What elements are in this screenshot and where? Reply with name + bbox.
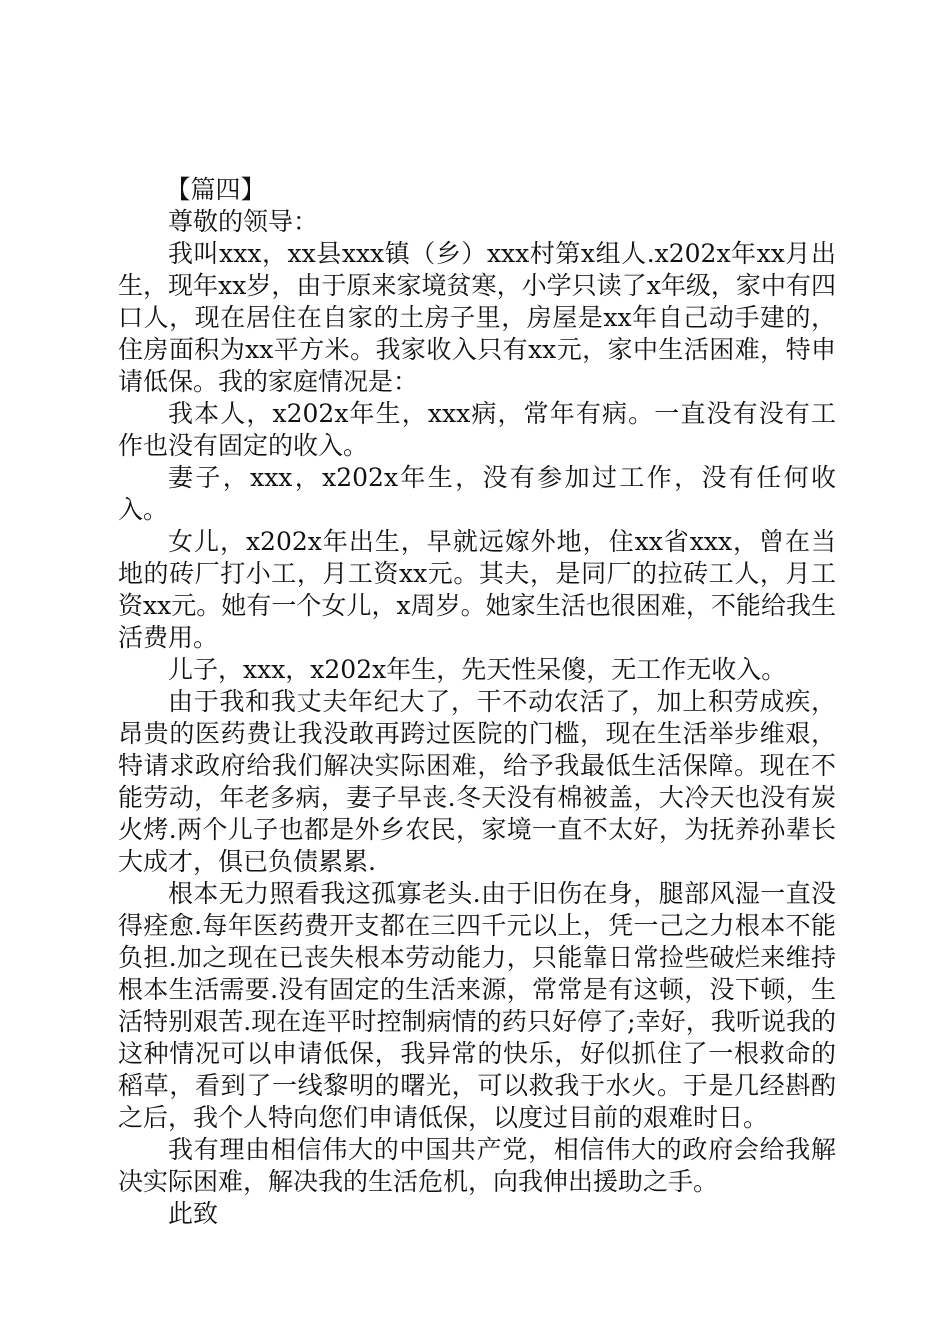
paragraph-wife: 妻子，xxx，x202x年生，没有参加过工作，没有任何收入。 — [118, 463, 836, 524]
salutation: 尊敬的领导： — [168, 207, 319, 236]
paragraph-daughter: 女儿，x202x年出生，早就远嫁外地，住xx省xxx，曾在当地的砖厂打小工，月工资xx元。其夫，是同厂的拉砖工人，月工资xx元。她有一个女儿，x周岁。她家生活也很困难，不能给我生活费用。 — [118, 527, 836, 652]
paragraph-request: 根本无力照看我这孤寡老头.由于旧伤在身，腿部风湿一直没得痊愈.每年医药费开支都在三四千元以上，凭一己之力根本不能负担.加之现在已丧失根本劳动能力，只能靠日常捡些破烂来维持根本生活需要.没有固定的生活来源，常常是有这顿，没下顿，生活特别艰苦.现在连平时控制病情的药只好停了;幸好，我听说我的这种情况可以申请低保，我异常的快乐，好似抓住了一根救命的稻草，看到了一线黎明的曙光，可以救我于水火。于是几经斟酌之后，我个人特向您们申请低保，以度过目前的艰难时日。 — [118, 879, 836, 1132]
document-body — [118, 174, 836, 1230]
paragraph-self: 我本人，x202x年生，xxx病，常年有病。一直没有没有工作也没有固定的收入。 — [118, 399, 836, 460]
paragraph-son: 儿子，xxx，x202x年生，先天性呆傻，无工作无收入。 — [168, 655, 787, 684]
paragraph-hardship: 由于我和我丈夫年纪大了，干不动农活了，加上积劳成疾，昂贵的医药费让我没敢再跨过医院的门槛，现在生活举步维艰，特请求政府给我们解决实际困难，给予我最低生活保障。现在不能劳动，年老多病，妻子早丧.冬天没有棉被盖，大冷天也没有炭火烤.两个儿子也都是外乡农民，家境一直不太好，为抚养孙辈长大成才，俱已负债累累. — [118, 687, 836, 876]
section-title: 【篇四】 — [165, 175, 266, 204]
paragraph-belief: 我有理由相信伟大的中国共产党，相信伟大的政府会给我解决实际困难，解决我的生活危机，向我伸出援助之手。 — [118, 1135, 836, 1196]
closing-salutation: 此致 — [168, 1199, 219, 1228]
paragraph-intro: 我叫xxx，xx县xxx镇（乡）xxx村第x组人.x202x年xx月出生，现年xx岁，由于原来家境贫寒，小学只读了x年级，家中有四口人，现在居住在自家的土房子里，房屋是xx年自己动手建的，住房面积为xx平方米。我家收入只有xx元，家中生活困难，特申请低保。我的家庭情况是： — [118, 239, 836, 396]
